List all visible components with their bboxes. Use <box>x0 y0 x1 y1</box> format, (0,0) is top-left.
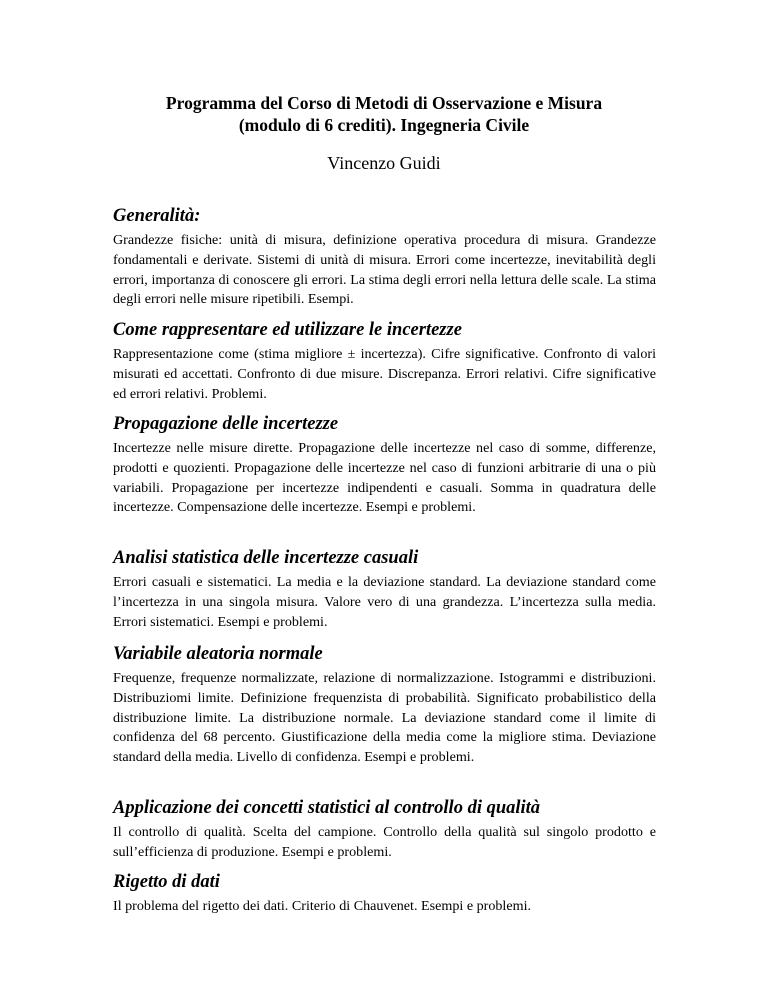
section-variabile-aleatoria <box>113 642 656 768</box>
section-heading: Analisi statistica delle incertezze casuali <box>113 548 419 568</box>
section-rappresentare-incertezze <box>113 318 656 404</box>
section-generalita <box>113 204 656 310</box>
section-heading: Applicazione dei concetti statistici al controllo di qualità <box>113 798 541 818</box>
section-body: Frequenze, frequenze normalizzate, relazione di normalizzazione. Istogrammi e distribuzioni. Distribuziomi limite. Definizione frequenzista di probabilità. Significato probabilistico della distribuzione limite. La distribuzione normale. La deviazione standard come il limite di confidenza del 68 percento. Giustificazione della media come la migliore stima. Deviazione standard della media. Livello di confidenza. Esempi e problemi. <box>113 670 656 766</box>
section-heading: Variabile aleatoria normale <box>113 644 323 664</box>
section-heading: Generalità: <box>113 206 201 226</box>
section-body: Il controllo di qualità. Scelta del campione. Controllo della qualità sul singolo prodotto e sull’efficienza di produzione. Esempi e problemi. <box>113 824 656 860</box>
section-heading: Rigetto di dati <box>113 872 220 892</box>
section-analisi-statistica <box>113 546 656 632</box>
section-heading: Come rappresentare ed utilizzare le incertezze <box>113 320 462 340</box>
section-controllo-qualita <box>113 796 656 863</box>
section-body: Rappresentazione come (stima migliore ± incertezza). Cifre significative. Confronto di valori misurati ed accettati. Confronto di due misure. Discrepanza. Errori relativi. Cifre significative ed errori relativi. Problemi. <box>113 346 656 402</box>
title-line-1: Programma del Corso di Metodi di Osservazione e Misura <box>165 93 603 113</box>
section-body: Incertezze nelle misure dirette. Propagazione delle incertezze nel caso di somme, differenze, prodotti e quozienti. Propagazione delle incertezze nel caso di funzioni arbitrarie di una o più variabili. Propagazione per incertezze indipendenti e casuali. Somma in quadratura delle incertezze. Compensazione delle incertezze. Esempi e problemi. <box>113 440 656 516</box>
title-line-2: (modulo di 6 crediti). Ingegneria Civile <box>238 115 530 135</box>
author-name: Vincenzo Guidi <box>327 153 441 173</box>
section-body: Errori casuali e sistematici. La media e la deviazione standard. La deviazione standard come l’incertezza in una singola misura. Valore vero di una grandezza. L’incertezza sulla media. Errori sistematici. Esempi e problemi. <box>113 574 656 630</box>
section-body: Grandezze fisiche: unità di misura, definizione operativa procedura di misura. Grandezze fondamentali e derivate. Sistemi di unità di misura. Errori come incertezze, inevitabilità degli errori, importanza di conoscere gli errori. La stima degli errori nella lettura delle scale. La stima degli errori nelle misure ripetibili. Esempi. <box>113 232 656 308</box>
section-heading: Propagazione delle incertezze <box>113 414 339 434</box>
section-propagazione-incertezze <box>113 412 656 518</box>
section-rigetto-dati <box>113 870 656 917</box>
section-body: Il problema del rigetto dei dati. Criterio di Chauvenet. Esempi e problemi. <box>113 898 532 914</box>
document-title <box>0 92 768 136</box>
